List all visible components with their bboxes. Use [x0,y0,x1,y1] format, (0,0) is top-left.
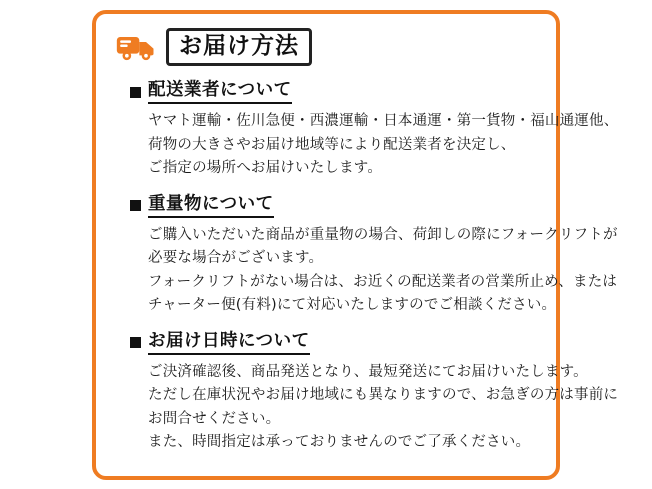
body-line: チャーター便(有料)にて対応いたしますのでご相談ください。 [148,297,557,314]
body-line: ご購入いただいた商品が重量物の場合、荷卸しの際にフォークリフトが [148,226,618,243]
section-heavy-items [112,193,618,318]
section-title: 配送業者について [148,80,292,104]
body-line: また、時間指定は承っておりませんのでご了承ください。 [148,434,531,451]
section-body [148,224,618,318]
section-title: 重量物について [148,194,274,218]
section-body [148,110,619,180]
section-heading-row [130,194,542,218]
panel-title: お届け方法 [179,33,299,59]
section-delivery-datetime [112,330,619,455]
body-line: ただし在庫状況やお届け地域にも異なりますので、お急ぎの方は事前に [148,387,619,404]
section-body [148,361,619,455]
body-line: ヤマト運輸・佐川急便・西濃運輸・日本通運・第一貨物・福山通運他、 [148,113,619,130]
panel-inner [112,28,619,466]
body-line: 荷物の大きさやお届け地域等により配送業者を決定し、 [148,136,516,153]
delivery-info-panel [92,10,619,480]
bullet-square-icon [130,200,141,211]
delivery-truck-icon [116,30,156,64]
bullet-square-icon [130,87,141,98]
panel-title-box [166,28,312,66]
panel-title-row [116,28,542,66]
body-line: ご決済確認後、商品発送となり、最短発送にてお届けいたします。 [148,363,588,380]
body-line: ご指定の場所へお届けいたします。 [148,160,383,177]
body-line: お問合せください。 [148,410,281,427]
section-heading-row [130,331,542,355]
section-heading-row [130,80,542,104]
section-title: お届け日時について [148,331,310,355]
body-line: 必要な場合がございます。 [148,250,324,267]
bullet-square-icon [130,337,141,348]
body-line: フォークリフトがない場合は、お近くの配送業者の営業所止め、または [148,273,618,290]
section-carriers [112,80,619,180]
